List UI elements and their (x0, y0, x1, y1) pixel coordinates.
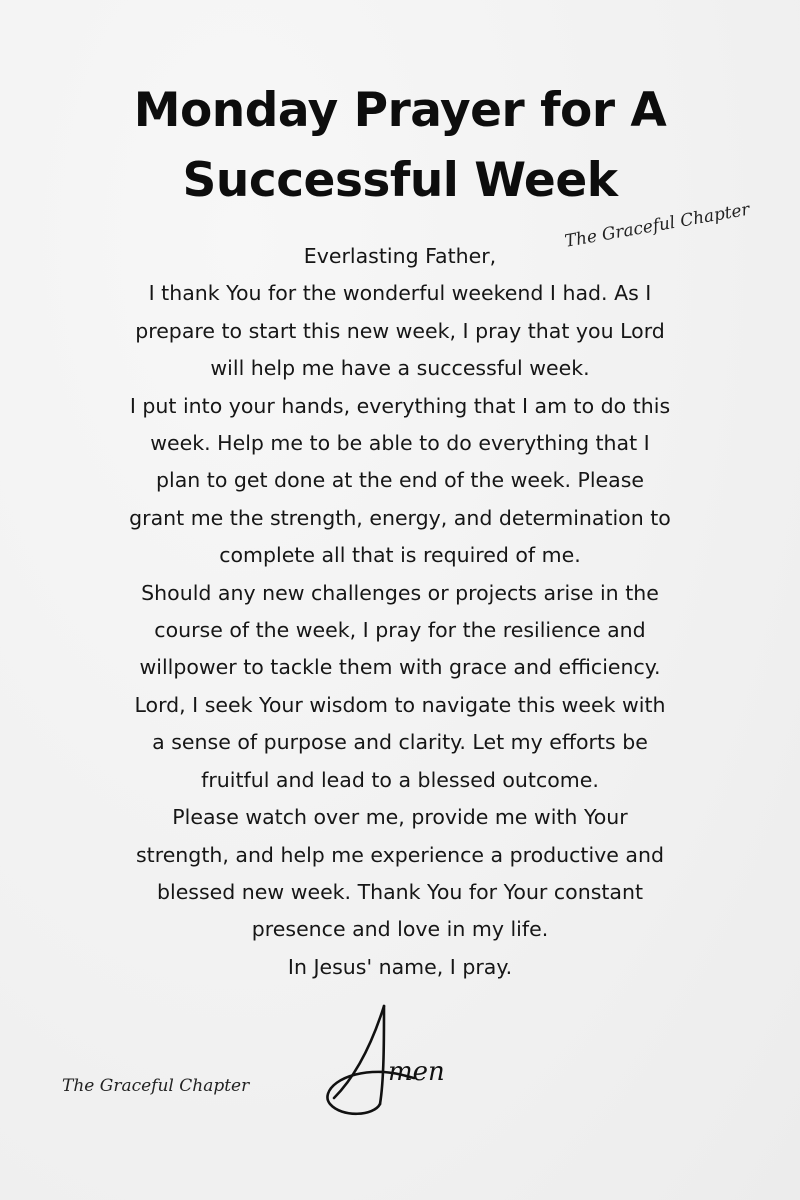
prayer-line: willpower to tackle them with grace and efficiency. (139, 655, 661, 680)
page-title (40, 76, 760, 216)
prayer-line: grant me the strength, energy, and determination to (129, 505, 671, 530)
prayer-line: week. Help me to be able to do everything that I (150, 431, 650, 456)
prayer-line: In Jesus' name, I pray. (287, 954, 513, 979)
prayer-line: will help me have a successful week. (210, 356, 590, 381)
title-line-2: Successful Week (182, 153, 618, 208)
signature-watermark: The Graceful Chapter (62, 1076, 250, 1096)
title-line-1: Monday Prayer for A (133, 83, 667, 138)
prayer-line: blessed new week. Thank You for Your constant (156, 879, 643, 904)
prayer-line: complete all that is required of me. (219, 543, 581, 568)
prayer-line: I thank You for the wonderful weekend I had. As I (148, 281, 652, 306)
prayer-line: I put into your hands, everything that I am to do this (129, 393, 671, 418)
prayer-line: course of the week, I pray for the resilience and (154, 618, 646, 643)
prayer-line: fruitful and lead to a blessed outcome. (201, 767, 599, 792)
prayer-line: Everlasting Father, (303, 244, 497, 268)
prayer-line: Please watch over me, provide me with Your (172, 805, 628, 830)
amen-text: men (388, 1057, 445, 1087)
prayer-text (45, 238, 755, 986)
watermark-top: The Graceful Chapter (563, 199, 752, 252)
prayer-line: plan to get done at the end of the week. Please (156, 468, 644, 493)
prayer-line: a sense of purpose and clarity. Let my efforts be (152, 730, 648, 755)
prayer-line: prepare to start this new week, I pray that you Lord (135, 318, 665, 343)
prayer-line: strength, and help me experience a productive and (136, 842, 664, 867)
prayer-line: presence and love in my life. (251, 917, 549, 942)
amen-signature (322, 1000, 472, 1120)
prayer-line: Should any new challenges or projects arise in the (141, 580, 659, 605)
prayer-line: Lord, I seek Your wisdom to navigate this week with (134, 692, 666, 717)
